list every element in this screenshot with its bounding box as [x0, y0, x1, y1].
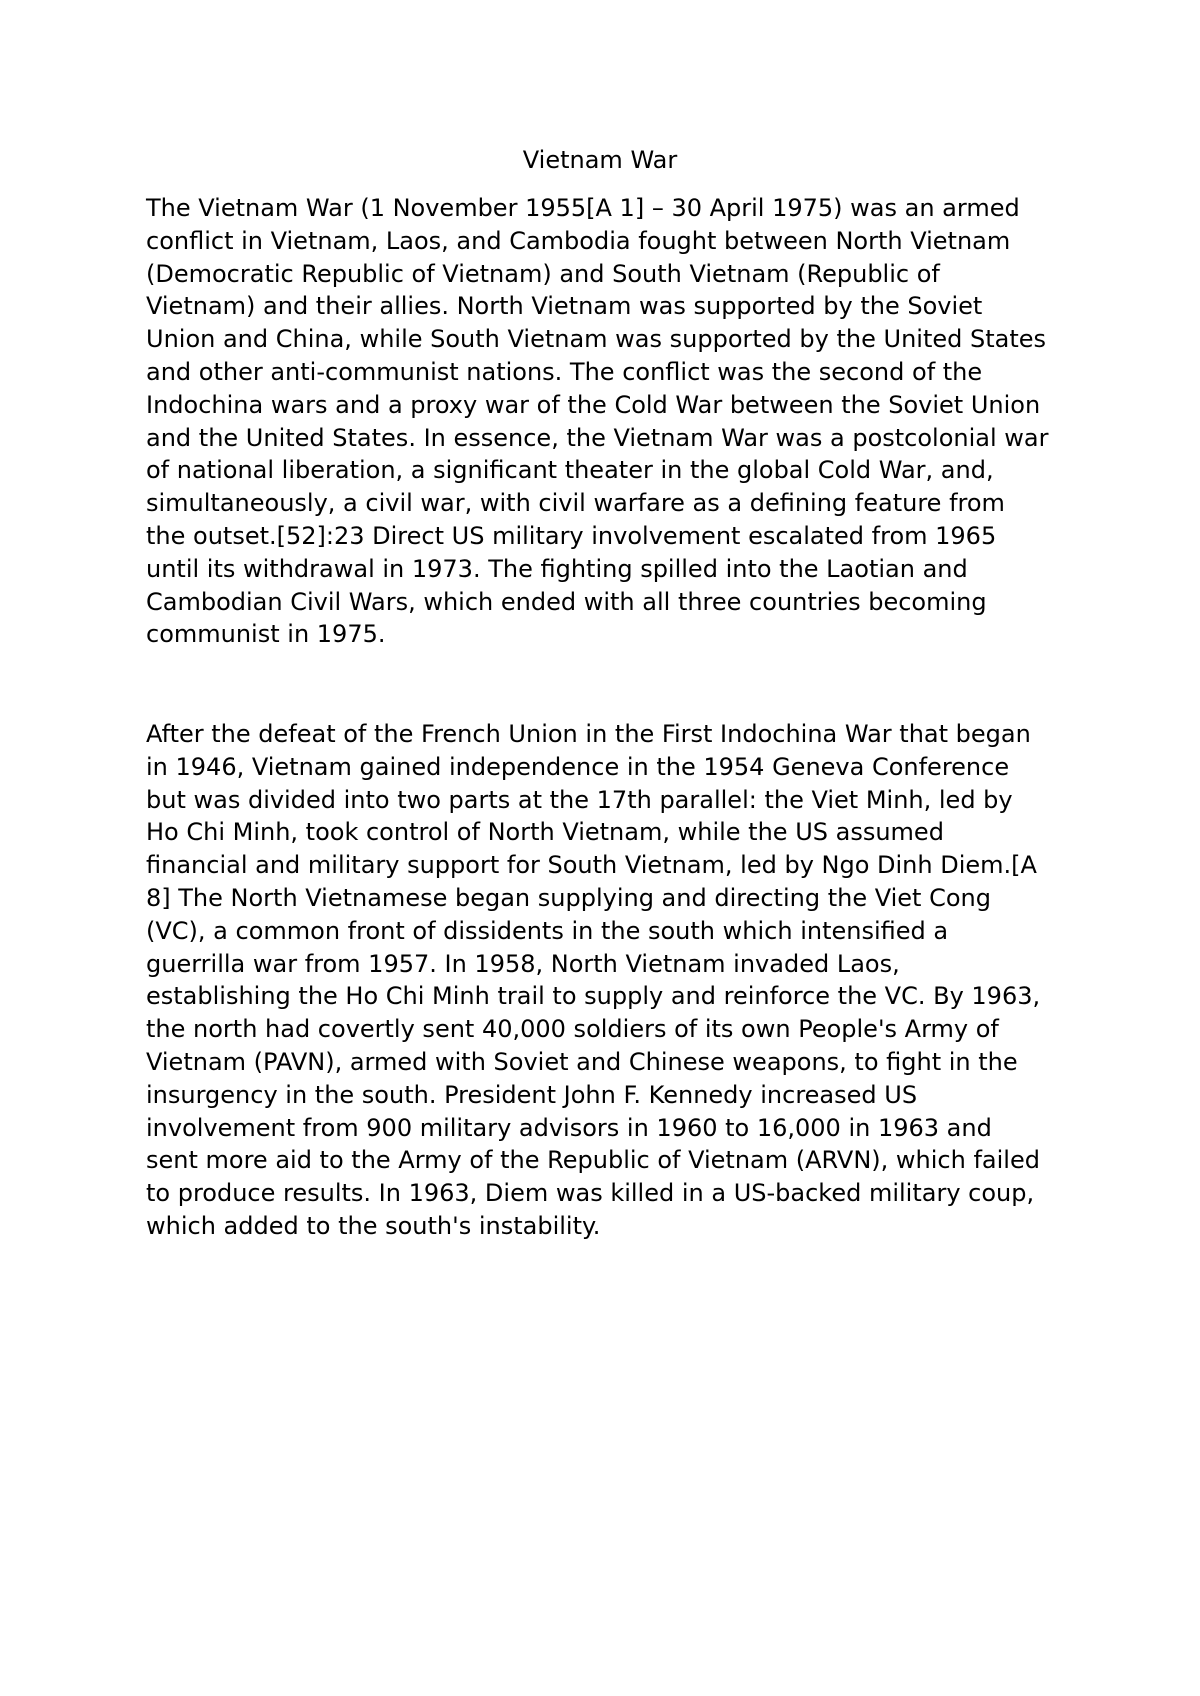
paragraph-line: establishing the Ho Chi Minh trail to supply and reinforce the VC. By 1963, — [146, 982, 1041, 1011]
paragraph-line: After the defeat of the French Union in the First Indochina War that began — [146, 720, 1031, 748]
paragraph-line: Vietnam) and their allies. North Vietnam was supported by the Soviet — [146, 292, 983, 321]
paragraph-line: the north had covertly sent 40,000 soldiers of its own People's Army of — [146, 1015, 999, 1044]
paragraph-line: Union and China, while South Vietnam was supported by the United States — [146, 325, 1047, 354]
paragraph-line: financial and military support for South Vietnam, led by Ngo Dinh Diem.[A — [146, 851, 1037, 880]
paragraph-line: 8] The North Vietnamese began supplying and directing the Viet Cong — [146, 883, 991, 912]
paragraph-line: to produce results. In 1963, Diem was killed in a US-backed military coup, — [146, 1179, 1035, 1208]
paragraph-line: The Vietnam War (1 November 1955[A 1] – 30 April 1975) was an armed — [146, 194, 1020, 222]
paragraph-line: conflict in Vietnam, Laos, and Cambodia fought between North Vietnam — [146, 226, 1011, 255]
paragraph-line: insurgency in the south. President John F. Kennedy increased US — [146, 1080, 918, 1109]
paragraph-line: simultaneously, a civil war, with civil warfare as a defining feature from — [146, 489, 1005, 518]
paragraph-line: until its withdrawal in 1973. The fighting spilled into the Laotian and — [146, 554, 968, 583]
paragraph-line: in 1946, Vietnam gained independence in the 1954 Geneva Conference — [146, 752, 1010, 781]
paragraph-line: involvement from 900 military advisors in 1960 to 16,000 in 1963 and — [146, 1113, 992, 1142]
paragraph-line: guerrilla war from 1957. In 1958, North Vietnam invaded Laos, — [146, 949, 900, 978]
paragraph-line: sent more aid to the Army of the Republic of Vietnam (ARVN), which failed — [146, 1146, 1040, 1175]
paragraph-line: Indochina wars and a proxy war of the Cold War between the Soviet Union — [146, 390, 1041, 419]
paragraph-1 — [146, 192, 1076, 651]
paragraph-line: Vietnam (PAVN), armed with Soviet and Chinese weapons, to fight in the — [146, 1047, 1018, 1076]
paragraph-line: and the United States. In essence, the Vietnam War was a postcolonial war — [146, 423, 1049, 452]
paragraph-line: (VC), a common front of dissidents in the south which intensified a — [146, 916, 949, 945]
paragraph-line: communist in 1975. — [146, 620, 386, 649]
paragraph-line: (Democratic Republic of Vietnam) and South Vietnam (Republic of — [146, 259, 940, 288]
paragraph-line: the outset.[52]:23 Direct US military involvement escalated from 1965 — [146, 521, 997, 550]
paragraph-line: of national liberation, a significant theater in the global Cold War, and, — [146, 456, 994, 485]
paragraph-line: and other anti-communist nations. The conflict was the second of the — [146, 357, 983, 386]
document-title: Vietnam War — [522, 146, 678, 174]
paragraph-line: Ho Chi Minh, took control of North Vietnam, while the US assumed — [146, 818, 944, 847]
paragraph-line: but was divided into two parts at the 17th parallel: the Viet Minh, led by — [146, 785, 1013, 814]
paragraph-line: Cambodian Civil Wars, which ended with all three countries becoming — [146, 587, 987, 616]
paragraph-line: which added to the south's instability. — [146, 1211, 601, 1240]
paragraph-2 — [146, 718, 1076, 1243]
